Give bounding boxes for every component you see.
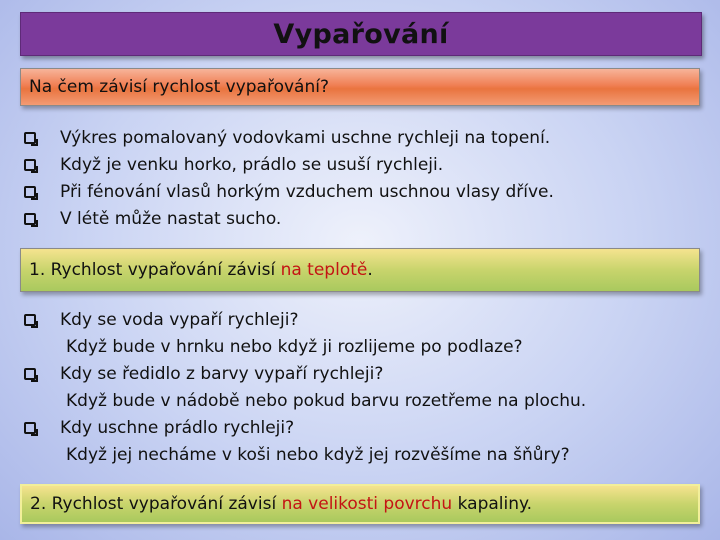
conclusion-2-highlight: na velikosti povrchu [281, 494, 453, 514]
conclusion-2-box [20, 484, 700, 524]
conclusion-1-text: 1. Rychlost vypařování závisí na teplotě. [29, 260, 373, 280]
examples-list [20, 124, 554, 232]
question-box [20, 68, 700, 106]
slide-title: Vypařování [273, 18, 449, 50]
answer-item: Když bude v nádobě nebo pokud barvu rozetřeme na plochu. [66, 390, 587, 411]
list-item: Výkres pomalovaný vodovkami uschne rychleji na topení. [20, 124, 554, 151]
list-item: Když je venku horko, prádlo se usuší rychleji. [20, 151, 554, 178]
checkbox-bullet-icon [24, 368, 36, 380]
question-text: Na čem závisí rychlost vypařování? [29, 77, 329, 97]
conclusion-1-highlight: na teplotě [280, 260, 368, 280]
answer-item: Když jej necháme v koši nebo když jej rozvěšíme na šňůry? [66, 444, 570, 465]
list-item: Při fénování vlasů horkým vzduchem uschnou vlasy dříve. [20, 178, 554, 205]
question-item: Kdy uschne prádlo rychleji? [20, 414, 586, 441]
qa-list [20, 306, 586, 468]
checkbox-bullet-icon [24, 314, 36, 326]
checkbox-bullet-icon [24, 132, 36, 144]
checkbox-bullet-icon [24, 422, 36, 434]
checkbox-bullet-icon [24, 159, 36, 171]
answer-item: Když bude v hrnku nebo když ji rozlijeme po podlaze? [66, 336, 523, 357]
conclusion-1-box [20, 248, 700, 292]
list-item: V létě může nastat sucho. [20, 205, 554, 232]
checkbox-bullet-icon [24, 213, 36, 225]
slide-title-bar [20, 12, 702, 56]
question-item: Kdy se voda vypaří rychleji? [20, 306, 586, 333]
question-item: Kdy se ředidlo z barvy vypaří rychleji? [20, 360, 586, 387]
conclusion-2-text: 2. Rychlost vypařování závisí na velikosti povrchu kapaliny. [30, 494, 533, 514]
checkbox-bullet-icon [24, 186, 36, 198]
